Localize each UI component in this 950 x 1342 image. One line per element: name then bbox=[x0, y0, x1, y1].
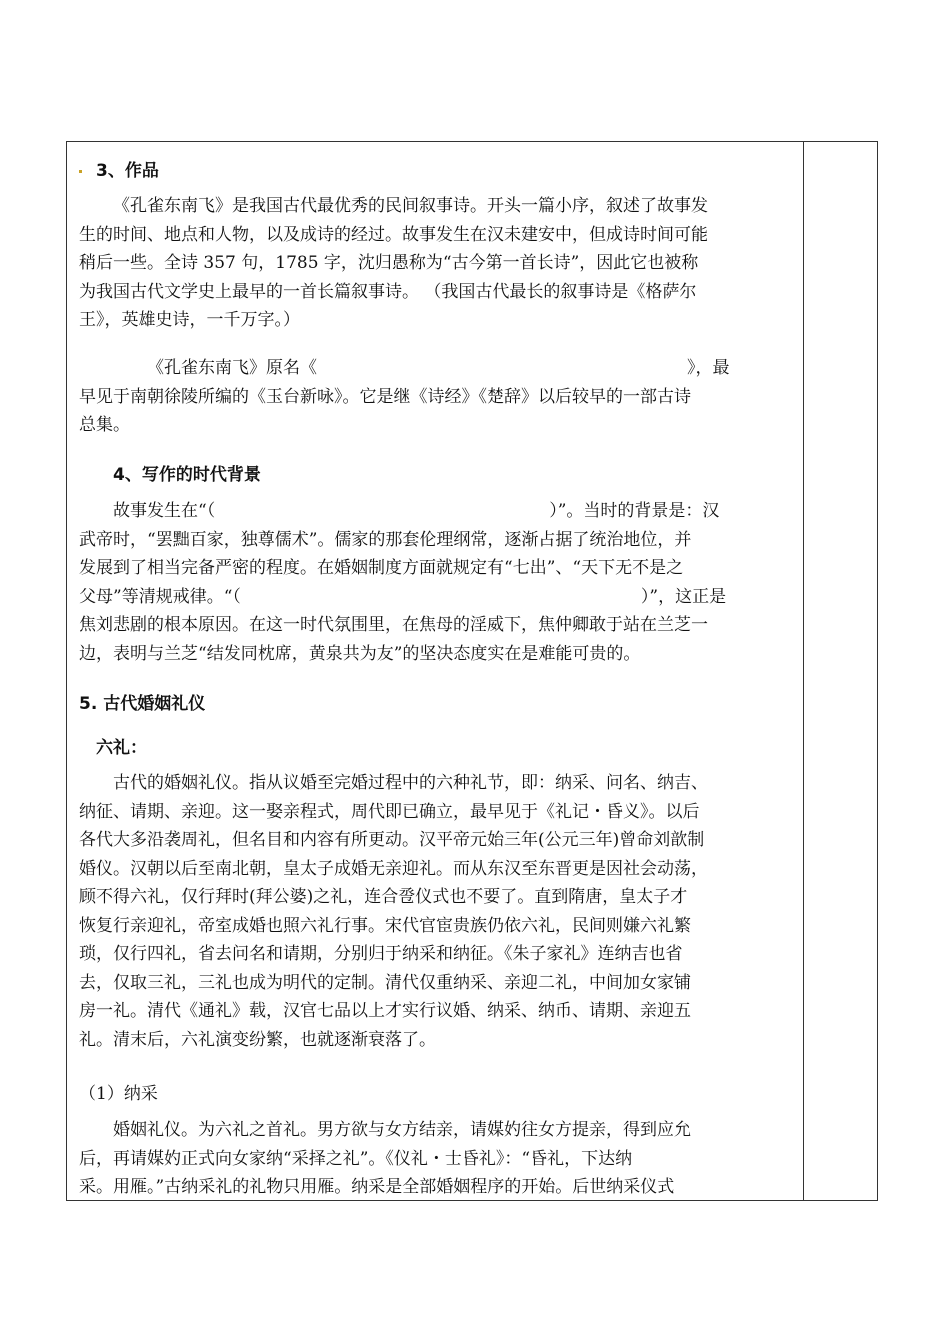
text-line: 边，表明与兰芝“结发同枕席，黄泉共为友”的坚决态度实在是难能可贵的。 bbox=[79, 643, 641, 664]
text-line: 为我国古代文学史上最早的一首长篇叙事诗。 （我国古代最长的叙事诗是《格萨尔 bbox=[79, 281, 697, 302]
original-title-prefix: 《孔雀东南飞》原名《 bbox=[147, 358, 317, 378]
section-5-heading: 5. 古代婚姻礼仪 bbox=[79, 694, 206, 714]
section-3-paragraph-2 bbox=[79, 354, 793, 440]
text-line: 生的时间、地点和人物，以及成诗的经过。故事发生在汉未建安中，但成诗时间可能 bbox=[79, 224, 708, 245]
text-line: 王》，英雄史诗，一千万字。） bbox=[79, 310, 300, 330]
section-3-heading: 3、作品 bbox=[79, 156, 159, 181]
text-line: 婚仪。汉朝以后至南北朝，皇太子成婚无亲迎礼。而从东汉至东晋更是因社会动荡， bbox=[79, 858, 708, 879]
text-line: 焦刘悲剧的根本原因。在这一时代氛围里，在焦母的淫威下，焦仲卿敢于站在兰芝一 bbox=[79, 615, 708, 635]
text-line: 故事发生在“（ ）”。当时的背景是：汉 bbox=[113, 501, 720, 521]
text-line: 《孔雀东南飞》是我国古代最优秀的民间叙事诗。开头一篇小序，叙述了故事发 bbox=[113, 196, 708, 216]
item-1-title: （1）纳采 bbox=[79, 1084, 158, 1104]
text-line: 总集。 bbox=[79, 415, 130, 435]
text-line: 古代的婚姻礼仪。指从议婚至完婚过程中的六种礼节，即：纳采、问名、纳吉、 bbox=[113, 773, 708, 793]
content-table bbox=[66, 141, 878, 1201]
six-rites-subtitle: 六礼： bbox=[96, 738, 147, 758]
text-line: 顾不得六礼，仅行拜时(拜公婆)之礼，连合卺仪式也不要了。直到隋唐，皇太子才 bbox=[79, 887, 688, 907]
text-line: 房一礼。清代《通礼》载，汉官七品以上才实行议婚、纳采、纳币、请期、亲迎五 bbox=[79, 1001, 691, 1021]
six-rites-paragraph bbox=[79, 769, 793, 1054]
section-4-heading: 4、写作的时代背景 bbox=[113, 465, 261, 485]
original-title-suffix: 》，最 bbox=[687, 358, 730, 378]
text-line: 父母”等清规戒律。“（ ）”，这正是 bbox=[79, 586, 727, 607]
section-4-paragraph bbox=[79, 497, 793, 668]
bullet-dot-icon bbox=[79, 170, 82, 173]
column-divider bbox=[803, 142, 804, 1200]
section-3-paragraph-1 bbox=[79, 192, 793, 335]
text-line: 恢复行亲迎礼，帝室成婚也照六礼行事。宋代官宦贵族仍依六礼，民间则嫌六礼繁 bbox=[79, 915, 691, 936]
text-line: 纳征、请期、亲迎。这一娶亲程式，周代即已确立，最早见于《礼记・昏义》。以后 bbox=[79, 801, 700, 822]
text-line: 琐，仅行四礼，省去问名和请期，分别归于纳采和纳征。《朱子家礼》连纳吉也省 bbox=[79, 944, 683, 964]
text-line: 婚姻礼仪。为六礼之首礼。男方欲与女方结亲，请媒妁往女方提亲，得到应允 bbox=[113, 1120, 691, 1140]
text-line: 去，仅取三礼，三礼也成为明代的定制。清代仅重纳采、亲迎二礼，中间加女家铺 bbox=[79, 972, 691, 993]
text-line: 武帝时，“罢黜百家，独尊儒术”。儒家的那套伦理纲常，逐渐占据了统治地位，并 bbox=[79, 529, 692, 550]
item-1-paragraph bbox=[79, 1116, 793, 1202]
text-line: 礼。清末后，六礼演变纷繁，也就逐渐衰落了。 bbox=[79, 1029, 436, 1050]
text-line: 后，再请媒妁正式向女家纳“采择之礼”。《仪礼・士昏礼》：“昏礼，下达纳 bbox=[79, 1148, 633, 1169]
text-line: 稍后一些。全诗 357 句，1785 字，沈归愚称为“古今第一首长诗”，因此它也被称 bbox=[79, 253, 699, 273]
text-line: 早见于南朝徐陵所编的《玉台新咏》。它是继《诗经》《楚辞》以后较早的一部古诗 bbox=[79, 386, 691, 407]
text-line bbox=[79, 354, 793, 383]
text-line: 各代大多沿袭周礼，但名目和内容有所更动。汉平帝元始三年(公元三年)曾命刘歆制 bbox=[79, 830, 705, 850]
text-line: 发展到了相当完备严密的程度。在婚姻制度方面就规定有“七出”、“天下无不是之 bbox=[79, 558, 684, 578]
text-line: 采。用雁。”古纳采礼的礼物只用雁。纳采是全部婚姻程序的开始。后世纳采仪式 bbox=[79, 1177, 675, 1197]
